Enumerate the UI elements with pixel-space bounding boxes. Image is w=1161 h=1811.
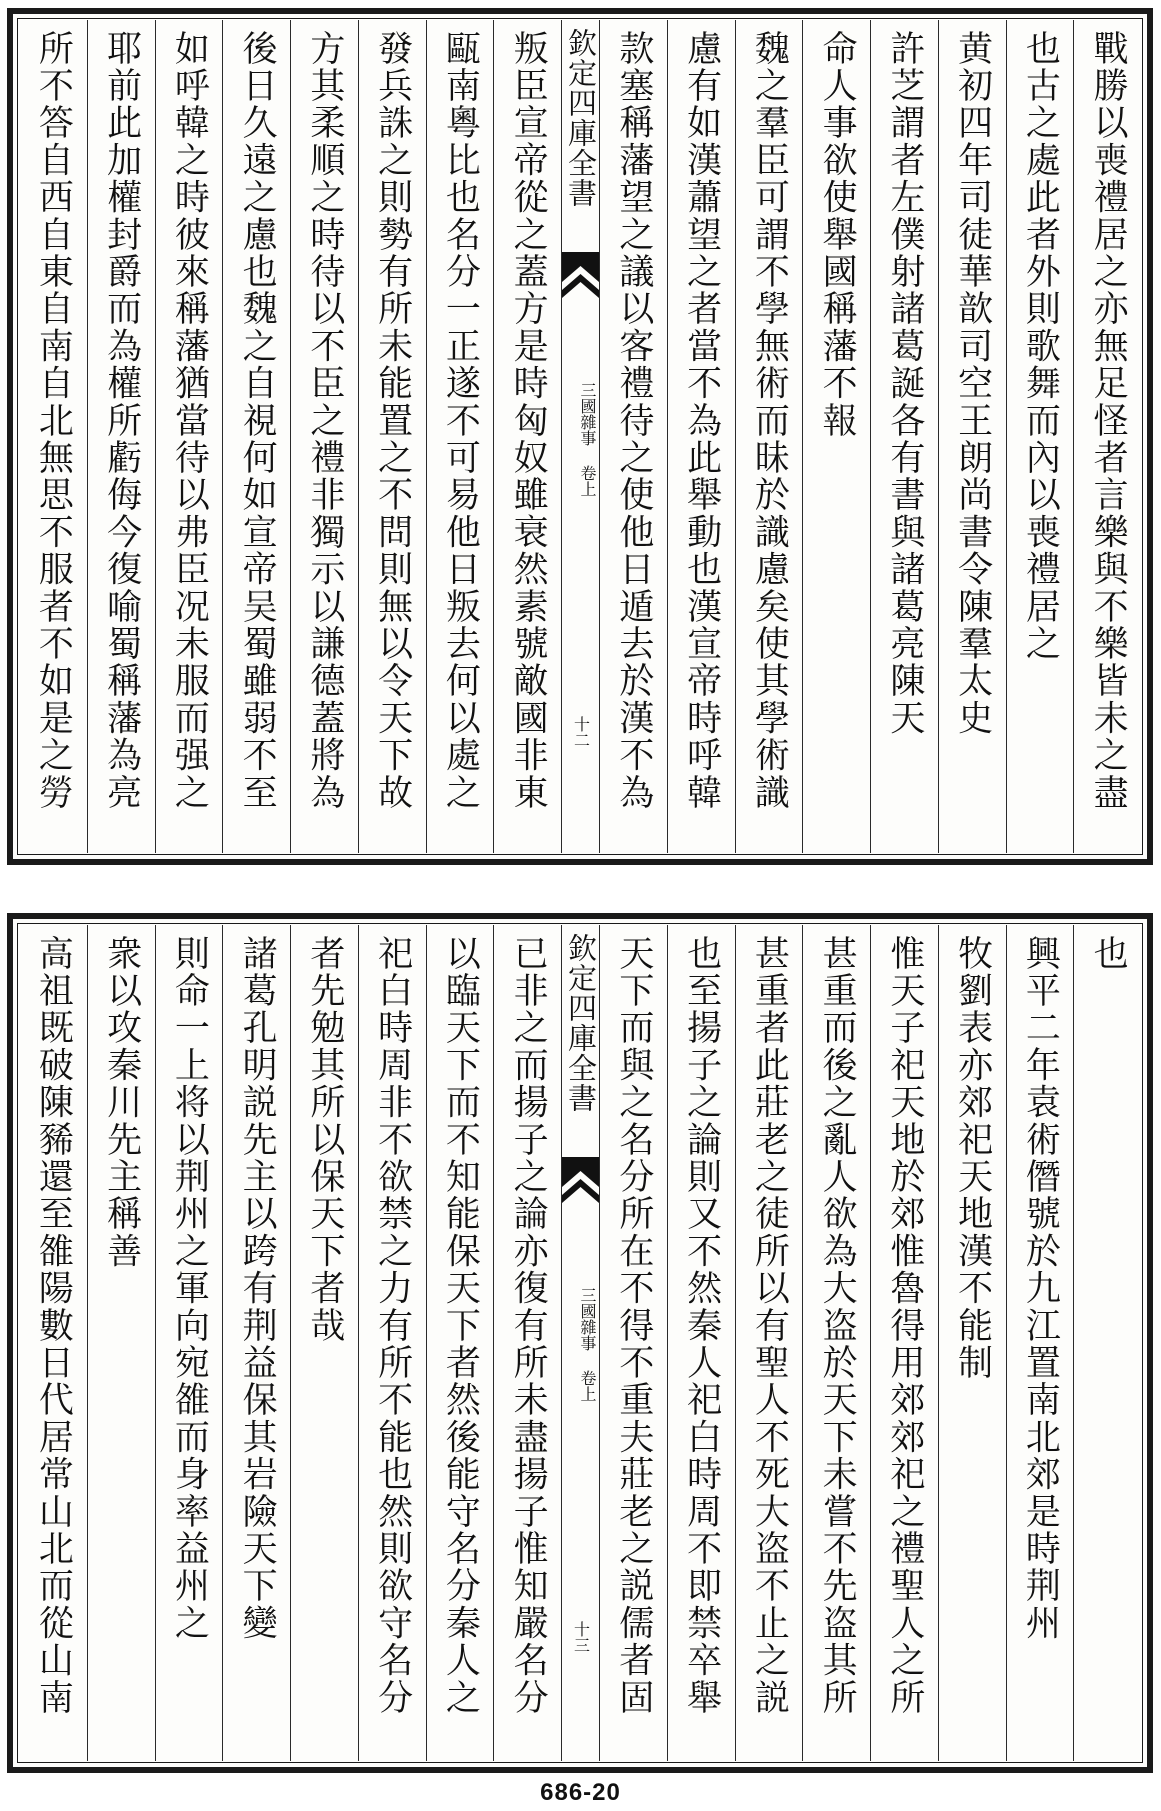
column-text: 發兵誅之則勢有所未能置之不問則無以令天下故 bbox=[372, 30, 413, 812]
volume-label: 三國雜事 卷上 bbox=[578, 1287, 597, 1402]
text-column bbox=[222, 925, 290, 1761]
text-column bbox=[802, 20, 870, 853]
text-column bbox=[1073, 925, 1141, 1761]
fishtail-mark-icon bbox=[562, 1157, 599, 1211]
column-text: 祀白時周非不欲禁之力有所不能也然則欲守名分 bbox=[372, 935, 413, 1717]
text-column bbox=[358, 20, 426, 853]
column-text: 牧劉表亦郊祀天地漢不能制 bbox=[952, 935, 993, 1382]
leaf-number: 十二 bbox=[571, 716, 591, 748]
column-text: 以臨天下而不知能保天下者然後能守名分秦人之 bbox=[440, 935, 481, 1717]
text-column bbox=[290, 20, 358, 853]
text-column bbox=[155, 925, 223, 1761]
column-text: 惟天子祀天地於郊惟魯得用郊郊祀之禮聖人之所 bbox=[884, 935, 925, 1717]
fishtail-mark-icon bbox=[562, 252, 599, 306]
text-column bbox=[599, 20, 667, 853]
text-column bbox=[1073, 20, 1141, 853]
column-text: 也古之處此者外則歌舞而內以喪禮居之 bbox=[1020, 30, 1061, 663]
text-column bbox=[870, 925, 938, 1761]
column-text: 耶前此加權封爵而為權所虧侮今復喻蜀稱藩為亮 bbox=[101, 30, 142, 812]
text-column bbox=[802, 925, 870, 1761]
text-column bbox=[222, 20, 290, 853]
text-column bbox=[426, 20, 494, 853]
column-text: 戰勝以喪禮居之亦無足怪者言樂與不樂皆未之盡 bbox=[1088, 30, 1129, 812]
leaf-number: 十三 bbox=[571, 1621, 591, 1653]
column-text: 慮有如漢蕭望之者當不為此舉動也漢宣帝時呼韓 bbox=[681, 30, 722, 812]
collection-title: 欽定四庫全書 bbox=[564, 933, 598, 1113]
text-column bbox=[938, 20, 1006, 853]
column-text: 叛臣宣帝從之蓋方是時匈奴雖衰然素號敵國非東 bbox=[508, 30, 549, 812]
page-columns bbox=[19, 925, 1141, 1761]
column-text: 方其柔順之時待以不臣之禮非獨示以謙德蓋將為 bbox=[304, 30, 345, 812]
text-column bbox=[599, 925, 667, 1761]
collection-title: 欽定四庫全書 bbox=[564, 28, 598, 208]
column-text: 者先勉其所以保天下者哉 bbox=[304, 935, 345, 1345]
column-text: 甚重而後之亂人欲為大盗於天下未嘗不先盗其所 bbox=[817, 935, 858, 1717]
page-footer-number: 686-20 bbox=[540, 1779, 621, 1806]
column-text: 諸葛孔明説先主以跨有荆益保其岩險天下變 bbox=[237, 935, 278, 1642]
center-fold-strip bbox=[561, 20, 599, 853]
column-text: 高祖既破陳豨還至雒陽數日代居常山北而從山南 bbox=[33, 935, 74, 1717]
center-fold-strip bbox=[561, 925, 599, 1761]
column-text: 款塞稱藩望之議以客禮待之使他日遁去於漢不為 bbox=[613, 30, 654, 812]
column-text: 興平二年袁術僭號於九江置南北郊是時荆州 bbox=[1020, 935, 1061, 1642]
text-column bbox=[870, 20, 938, 853]
page-columns bbox=[19, 20, 1141, 853]
book-page-lower bbox=[7, 913, 1153, 1773]
text-column bbox=[667, 925, 735, 1761]
text-column bbox=[87, 925, 155, 1761]
volume-label: 三國雜事 卷上 bbox=[578, 382, 597, 497]
column-text: 所不答自西自東自南自北無思不服者不如是之勞 bbox=[33, 30, 74, 812]
column-text: 已非之而揚子之論亦復有所未盡揚子惟知嚴名分 bbox=[508, 935, 549, 1717]
text-column bbox=[19, 20, 87, 853]
text-column bbox=[426, 925, 494, 1761]
column-text: 後日久遠之慮也魏之自視何如宣帝吴蜀雖弱不至 bbox=[237, 30, 278, 812]
column-text: 也至揚子之論則又不然秦人祀白時周不即禁卒舉 bbox=[681, 935, 722, 1717]
column-text: 黄初四年司徒華歆司空王朗尚書令陳羣太史 bbox=[952, 30, 993, 737]
column-text: 則命一上将以荆州之軍向宛雒而身率益州之 bbox=[169, 935, 210, 1642]
text-column bbox=[290, 925, 358, 1761]
text-column bbox=[1006, 925, 1074, 1761]
text-column bbox=[493, 20, 561, 853]
text-column bbox=[1006, 20, 1074, 853]
book-page-upper bbox=[7, 8, 1153, 865]
text-column bbox=[735, 925, 803, 1761]
column-text: 如呼韓之時彼來稱藩猶當待以弗臣况未服而强之 bbox=[169, 30, 210, 812]
column-text: 命人事欲使舉國稱藩不報 bbox=[817, 30, 858, 440]
text-column bbox=[87, 20, 155, 853]
column-text: 也 bbox=[1088, 935, 1129, 973]
text-column bbox=[155, 20, 223, 853]
text-column bbox=[667, 20, 735, 853]
column-text: 天下而與之名分所在不得不重夫莊老之説儒者固 bbox=[613, 935, 654, 1717]
column-text: 甌南粵比也名分一正遂不可易他日叛去何以處之 bbox=[440, 30, 481, 812]
column-text: 魏之羣臣可謂不學無術而昧於識慮矣使其學術識 bbox=[749, 30, 790, 812]
text-column bbox=[19, 925, 87, 1761]
text-column bbox=[735, 20, 803, 853]
column-text: 許芝謂者左僕射諸葛誕各有書與諸葛亮陳天 bbox=[884, 30, 925, 737]
column-text: 衆以攻秦川先主稱善 bbox=[101, 935, 142, 1270]
text-column bbox=[358, 925, 426, 1761]
text-column bbox=[493, 925, 561, 1761]
text-column bbox=[938, 925, 1006, 1761]
column-text: 甚重者此莊老之徒所以有聖人不死大盗不止之説 bbox=[749, 935, 790, 1717]
